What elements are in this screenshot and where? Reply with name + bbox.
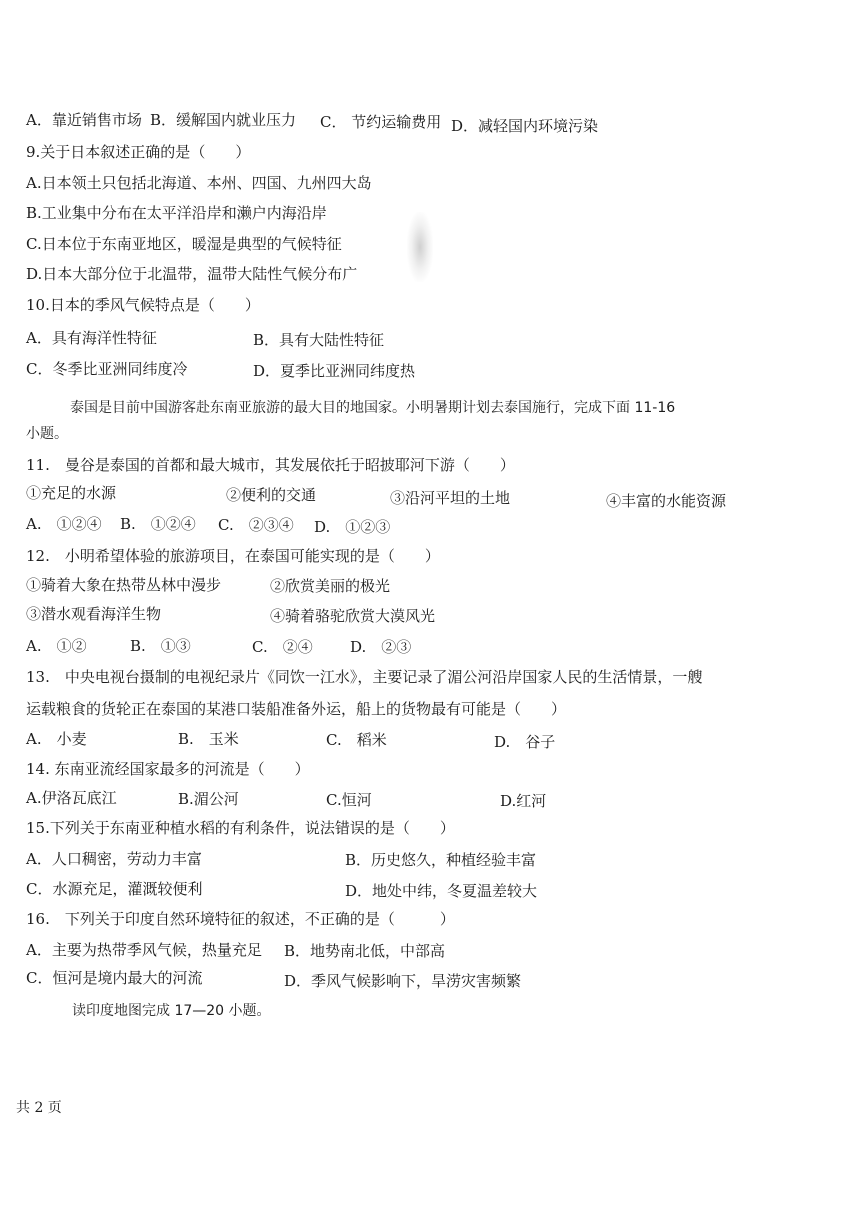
q10-option-a: A．具有海洋性特征 <box>26 329 157 347</box>
q13-stem-line1: 13. 中央电视台摄制的电视纪录片《同饮一江水》，主要记录了湄公河沿岸国家人民的生活情景，一艘 <box>26 668 703 686</box>
q11-option-d: D. ①②③ <box>314 518 391 536</box>
q11-item-3: ③沿河平坦的土地 <box>390 489 511 507</box>
q15-stem: 15.下列关于东南亚种植水稻的有利条件，说法错误的是（ ） <box>26 819 455 837</box>
q8-option-b: B．缓解国内就业压力 <box>150 111 297 129</box>
q12-item-3: ③潜水观看海洋生物 <box>26 605 162 623</box>
q11-stem: 11. 曼谷是泰国的首都和最大城市，其发展依托于昭披耶河下游（ ） <box>26 456 515 474</box>
q13-option-c: C. 稻米 <box>326 731 387 749</box>
intro-india: 读印度地图完成 17—20 小题。 <box>72 1003 271 1019</box>
q16-option-b: B．地势南北低，中部高 <box>284 942 446 960</box>
q12-item-4: ④骑着骆驼欣赏大漠风光 <box>270 607 436 625</box>
q13-option-a: A. 小麦 <box>26 730 87 748</box>
q12-item-2: ②欣赏美丽的极光 <box>270 577 391 595</box>
q11-option-b: B. ①②④ <box>120 515 196 533</box>
q9-option-a: A.日本领土只包括北海道、本州、四国、九州四大岛 <box>26 174 372 192</box>
scan-smudge <box>407 212 433 282</box>
q11-option-c: C. ②③④ <box>218 516 294 534</box>
q14-option-c: C.恒河 <box>326 791 372 809</box>
q13-option-d: D. 谷子 <box>494 733 556 751</box>
q9-stem: 9.关于日本叙述正确的是（ ） <box>26 143 251 161</box>
q12-option-c: C. ②④ <box>252 638 313 656</box>
q9-option-c: C.日本位于东南亚地区，暖湿是典型的气候特征 <box>26 235 342 253</box>
q8-option-c: C． 节约运输费用 <box>320 113 442 131</box>
q15-option-c: C．水源充足，灌溉较便利 <box>26 880 203 898</box>
q12-option-a: A. ①② <box>26 637 87 655</box>
q16-stem: 16. 下列关于印度自然环境特征的叙述，不正确的是（ ） <box>26 910 455 928</box>
q14-stem: 14. 东南亚流经国家最多的河流是（ ） <box>26 760 310 778</box>
q13-stem-line2: 运载粮食的货轮正在泰国的某港口装船准备外运，船上的货物最有可能是（ ） <box>26 700 567 718</box>
intro-thailand-line1: 泰国是目前中国游客赴东南亚旅游的最大目的地国家。小明暑期计划去泰国施行，完成下面 11-16 <box>70 400 676 416</box>
q16-option-c: C．恒河是境内最大的河流 <box>26 969 203 987</box>
q8-option-a: A．靠近销售市场 <box>26 111 142 129</box>
q12-stem: 12. 小明希望体验的旅游项目，在泰国可能实现的是（ ） <box>26 547 440 565</box>
q11-option-a: A. ①②④ <box>26 515 102 533</box>
intro-thailand-line2: 小题。 <box>26 426 68 442</box>
q12-option-b: B. ①③ <box>130 637 191 655</box>
q12-option-d: D. ②③ <box>350 638 412 656</box>
q12-item-1: ①骑着大象在热带丛林中漫步 <box>26 576 222 594</box>
q11-item-4: ④丰富的水能资源 <box>606 492 727 510</box>
q10-option-c: C．冬季比亚洲同纬度冷 <box>26 360 188 378</box>
q13-option-b: B. 玉米 <box>178 730 239 748</box>
q14-option-d: D.红河 <box>500 792 547 810</box>
q15-option-b: B．历史悠久，种植经验丰富 <box>345 851 537 869</box>
page-count-footer: 共 2 页 <box>16 1100 62 1116</box>
q8-option-d: D．减轻国内环境污染 <box>451 117 599 135</box>
q15-option-a: A．人口稠密，劳动力丰富 <box>26 850 202 868</box>
q10-option-d: D．夏季比亚洲同纬度热 <box>253 362 416 380</box>
q16-option-a: A．主要为热带季风气候，热量充足 <box>26 941 262 959</box>
q15-option-d: D．地处中纬，冬夏温差较大 <box>345 882 538 900</box>
q9-option-d: D.日本大部分位于北温带，温带大陆性气候分布广 <box>26 265 358 283</box>
q10-stem: 10.日本的季风气候特点是（ ） <box>26 296 260 314</box>
q14-option-b: B.湄公河 <box>178 790 239 808</box>
q11-item-1: ①充足的水源 <box>26 484 117 502</box>
q10-option-b: B．具有大陆性特征 <box>253 331 385 349</box>
q14-option-a: A.伊洛瓦底江 <box>26 789 117 807</box>
q16-option-d: D．季风气候影响下，旱涝灾害频繁 <box>284 972 522 990</box>
q11-item-2: ②便利的交通 <box>226 486 317 504</box>
q9-option-b: B.工业集中分布在太平洋沿岸和濑户内海沿岸 <box>26 204 327 222</box>
